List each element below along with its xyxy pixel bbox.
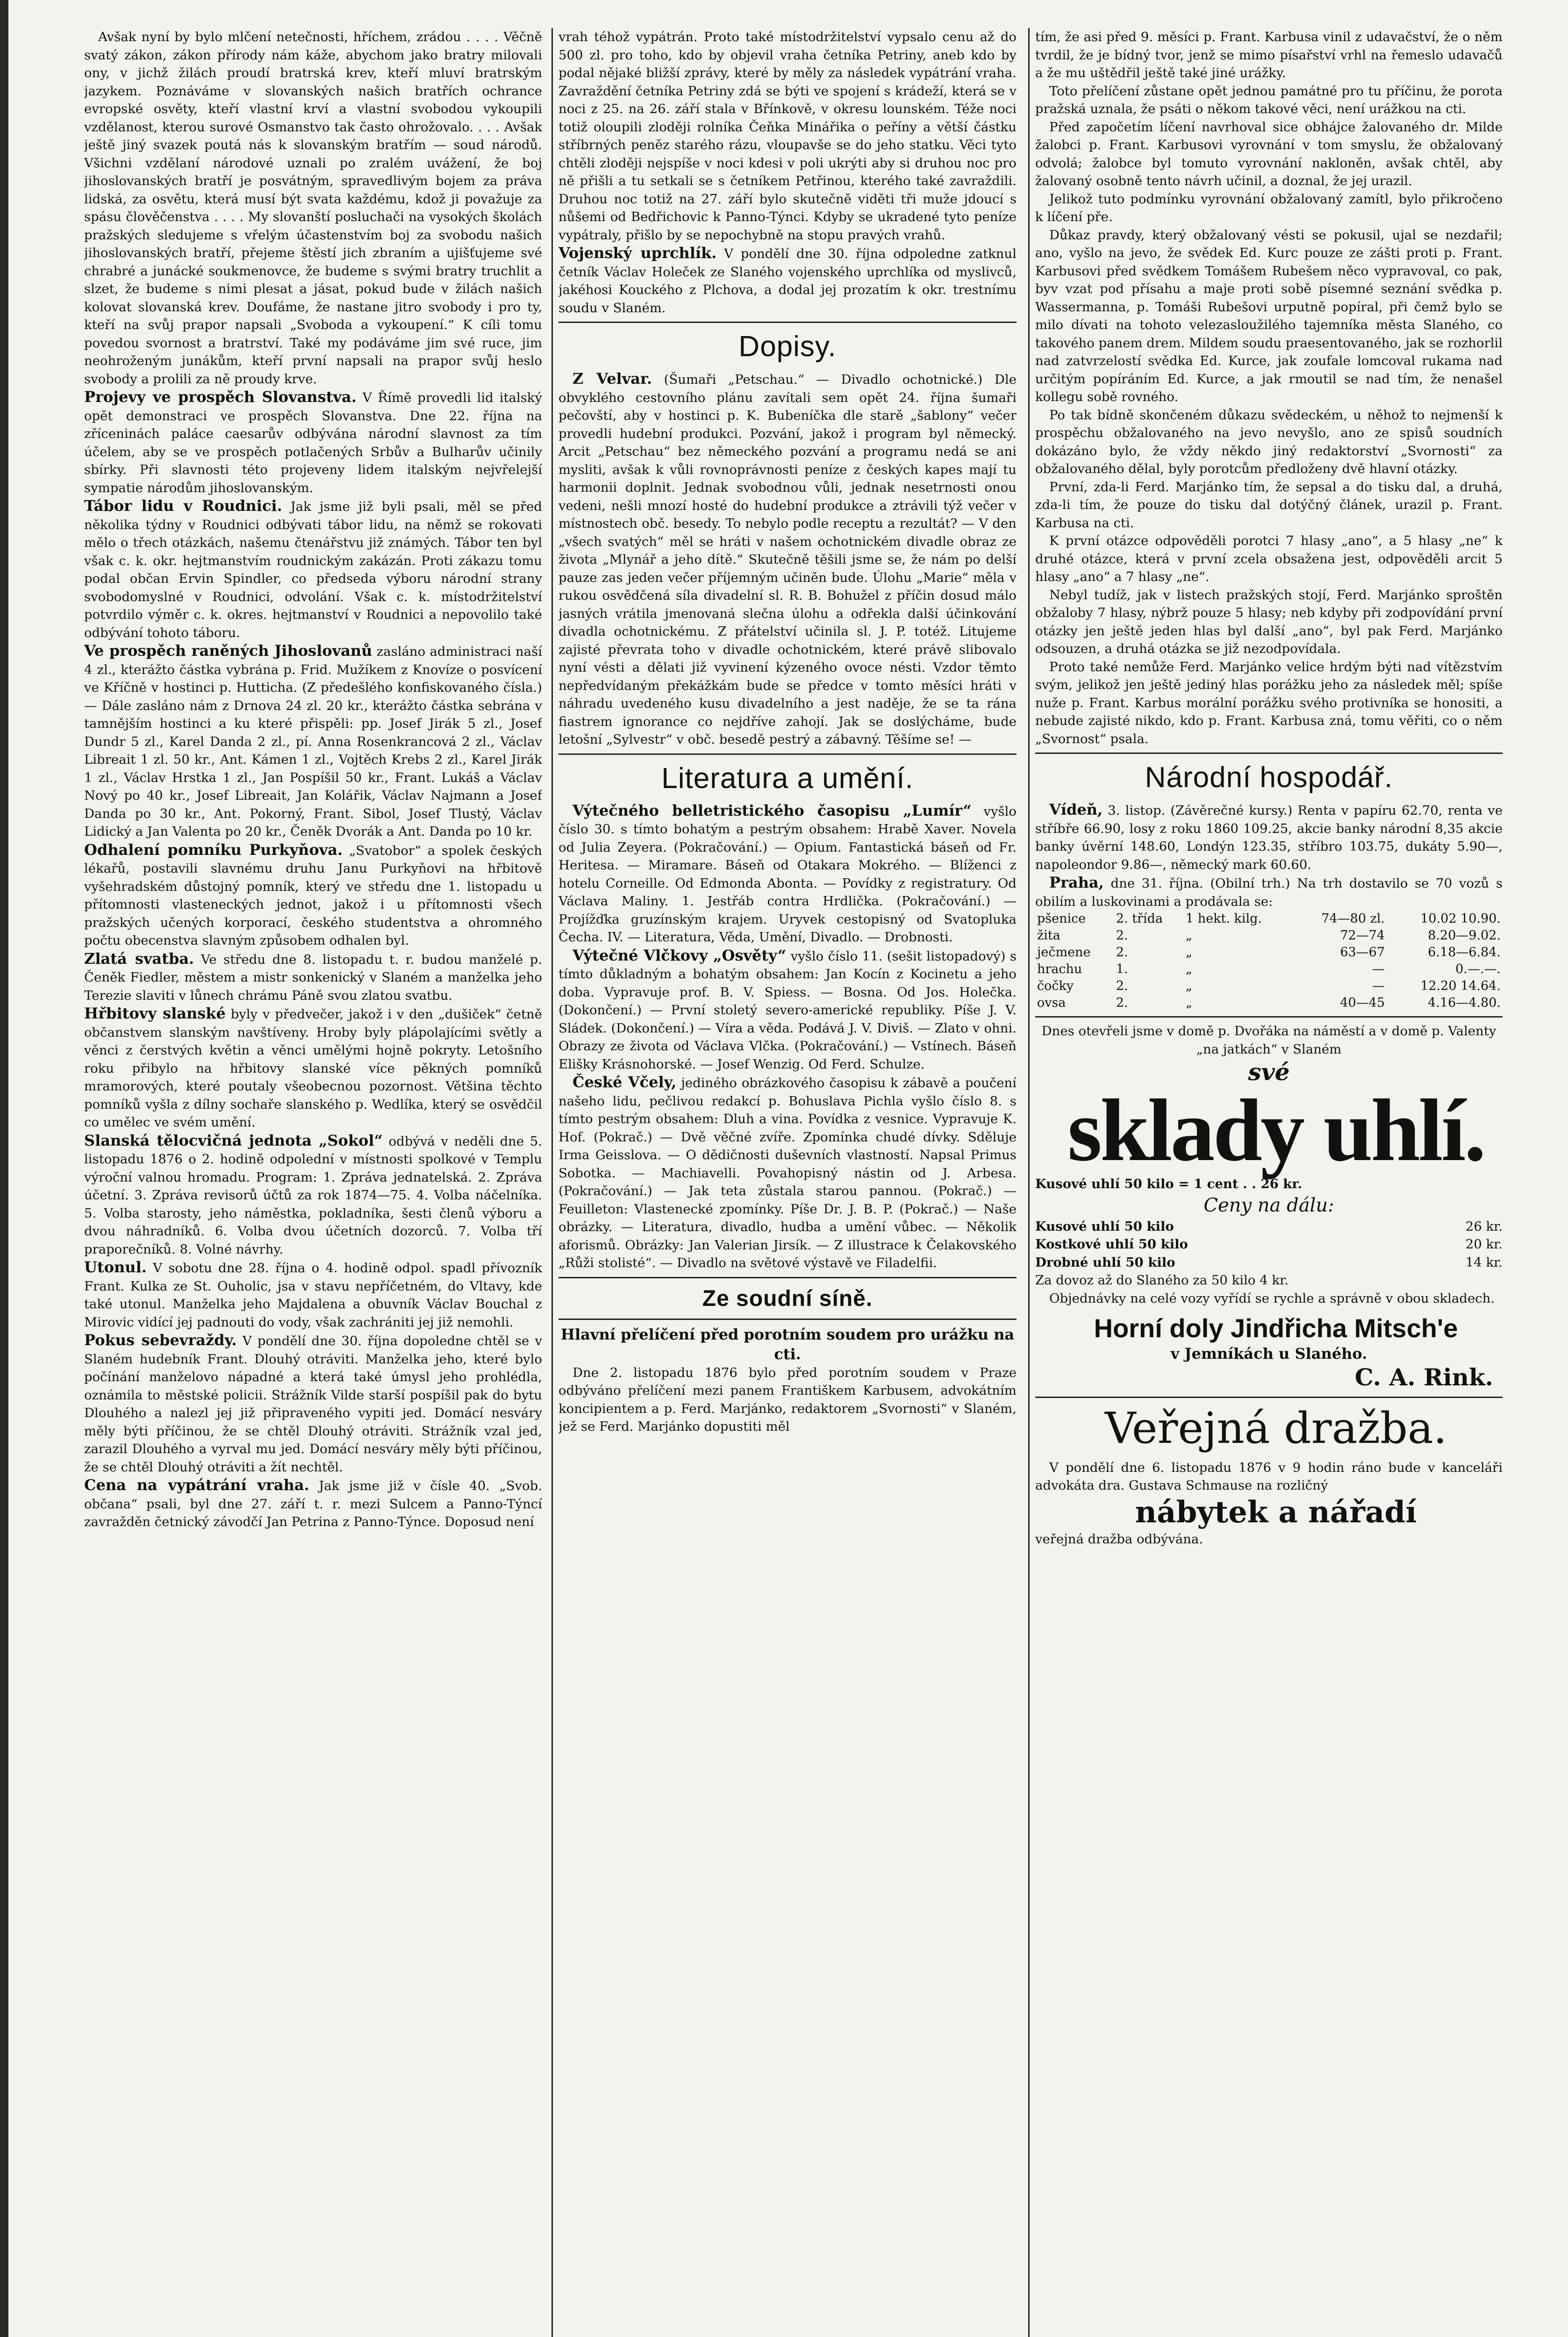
heading-vienna: Vídeň, (1049, 801, 1103, 818)
ad-auction-title: Veřejná dražba. (1105, 1403, 1447, 1453)
coal-price: 14 kr. (1465, 1255, 1503, 1270)
column-2 (558, 28, 1017, 2337)
article-prague-market: dne 31. října. (Obilní trh.) Na trh dostavilo se 70 vozů s obilím a luskovinami a prodávala se: (1035, 876, 1503, 909)
article-osveta: vyšlo číslo 11. (sešit listopadový) s tímto důkladným a bohatým obsahem: Jan Kocín z Kocinetu a jeho doba. Vypravuje prof. B. V. Spiess. — Bosna. Od Jos. Holečka. (Dokončení.) — První stoletý severo-americké republiky. Píše J. V. Sládek. (Dokončení.) — Víra a věda. Podává J. V. Diviš. — Zlato v ohni. Obrazy ze života od Václava Vlčka. (Pokračování.) — Vstínech. Báseň Elišky Krásnohorské. — Josef Wenzig. Od Ferd. Schulze. (558, 948, 1017, 1072)
heading-slavic-projections: Projevy ve prospěch Slovanstva. (84, 388, 357, 406)
trial-para-9: Nebyl tudíž, jak v listech pražských stojí, Ferd. Marjánko sproštěn obžaloby 7 hlasy, nýbrž pouze 5 hlasy; neb kdyby při zodpovídání první otázky jen ještě jeden hlas byl další „ano“, byl pak Ferd. Marjánko odsouzen, a druhá otázka se již nezodpovídala. (1035, 587, 1503, 656)
grain-cell: 2. (1116, 928, 1128, 943)
trial-para-5: Důkaz pravdy, který obžalovaný vésti se pokusil, ujal se nezdařil; ano, vyšlo na jevo, že svědek Ed. Kurc pouze ze zášti proti p. Frant. Karbusovi před svědkem Tomášem Rubešem něco vypravoval, co pak, byv vzat pod přísahu a maje proti sobě písemné seznání svědka p. Wassermanna, p. Tomáši Rubešovi urputně popíral, při čemž bylo se milo dívati na tohoto velezasloužilého tajemníka města Slaného, co takového panem drem. Mildem soudu praesentovaného, jak se rozhorlil nad zatvrzelostí svědka Ed. Kurce, jak zoufale lomcoval rukama nad určitým popíráním Ed. Kurce, a jak rmoutil se nad tím, že nenašel kollegu sobě rovného. (1035, 227, 1503, 404)
divider (558, 1277, 1017, 1278)
divider (1035, 753, 1503, 754)
grain-cell: 4.16—4.80. (1428, 996, 1501, 1010)
coal-price-row (1035, 1218, 1503, 1236)
grain-row (1035, 944, 1503, 961)
heading-osveta: Výtečné Vlčkovy „Osvěty“ (573, 946, 787, 964)
grain-row (1035, 995, 1503, 1011)
grain-row (1035, 927, 1503, 944)
column-1 (84, 28, 542, 2337)
grain-cell: 63—67 (1340, 945, 1385, 960)
article-cemeteries: byly v předvečer, jakož i v den „dušiček“ četně občanstvem slanským navštíveny. Hroby byly plápolajícími světly a věnci z čerstvých květin a věnci umělými hojně pokryty. Letošního roku přibylo na hřbitovy slanské více pěkných pomníků mramorových, které poutaly všeobecnou pozornost. Většina těchto pomníků vyšla z dílny sochaře slanského p. Wedlíka, který se osvědčil co umělec ve svém umění. (84, 1007, 542, 1130)
article-velvary: (Šumaři „Petschau.“ — Divadlo ochotnické.) Dle obvyklého cestovního plánu zavítali sem opět 24. října šumaři pečovští, aby v hostinci p. K. Bubeníčka dle starě „šablony“ večer provedli hudební produkci. Pozvání, jakož i program byl německý. Arcit „Petschau“ bez německého pozvání a programu nedá se ani mysliti, avšak k vůli rovnoprávnosti peníze z českých kapes mají tu harmonii doplnit. Jednak svobodnou vůli, jednak nesetrnosti onou vedeni, nešli mnozí hosté do hudební produkce a ztrávili týž večer v místnostech obč. besedy. To nebylo podle receptu a rezultát? — V den „všech svatých“ měl se hráti v našem ochotnickém divadle obraz ze života „Mlynář a jeho dítě.“ Skutečně těšili jsme se, že nám po delší pauze zas jeden večer příjemným učiněn bude. Úlohu „Marie“ měla v rukou osvědčená síla divadelní sl. R. B. Bohužel z příčin dosud málo jasných vrátila jmenovaná slečna úlohu a odřekla další účinkování divadla ochotnickému. Z přátelství učinila sl. J. P. totéž. Litujeme zajisté převrata toho v divadle ochotnickém, které právě slibovalo nyní vésti a dělati již vyvinení kýzeného ovoce nésti. Vzdor těmto nepředvídaným překážkám bude se předce v tomto měsíci hráti v náhradu uvedeného kusu divadelního a jest naděje, že se ta rána fiastrem ignorance co nejdříve zahojí. Jak se doslýcháme, bude letošní „Sylvestr“ v obč. besedě pestrý a zábavný. Těšíme se! — (558, 372, 1017, 747)
ad-auction-end: veřejná dražba odbývána. (1035, 1531, 1203, 1547)
heading-deserter: Vojenský uprchlík. (558, 244, 717, 262)
grain-row (1035, 961, 1503, 978)
coal-type: Kostkové uhlí 50 kilo (1035, 1237, 1188, 1252)
heading-golden-wedding: Zlatá svatba. (84, 949, 194, 968)
trial-para-8: K první otázce odpověděli porotci 7 hlasy „ano“, a 5 hlasy „ne“ k druhé otázce, která v první zcela obsažena jest, odpověděli arcit 5 hlasy „ano“ a 7 hlasy „ne“. (1035, 533, 1503, 584)
article-trial-cont: tím, že asi před 9. měsíci p. Frant. Karbusa vinil z udavačství, že o něm tvrdil, že je bídný tvor, jenž se mimo písařství vrhl na řemeslo udavačů a že mu uštědřil ještě také jiné urážky. (1035, 29, 1503, 80)
divider (1035, 1016, 1503, 1018)
grain-cell: 12.20 14.64. (1420, 979, 1501, 993)
article-golden-wedding: Ve středu dne 8. listopadu t. r. budou manželé p. Čeněk Fiedler, městem a mistr sonkenický v Slaném a manželka jeho Terezie slaviti v lůnech chrámu Páně svou zlatou svatbu. (84, 952, 542, 1003)
heading-roudnice-camp: Tábor lidu v Roudnici. (84, 497, 282, 515)
article-sokol: odbývá v neděli dne 5. listopadu 1876 o 2. hodině odpolední v místnosti spolkové v Templu výroční valnou hromadu. Program: 1. Zpráva jednatelská. 2. Zpráva účetní. 3. Zpráva revisorů účtů za rok 1874—75. 4. Volba náčelníka. 5. Volba starosty, jeho náměstka, pokladníka, šesti členů výboru a dvou náhradníků. 6. Volba dvou účetních dozorců. 7. Volba tří praporečníků. 8. Volné návrhy. (84, 1133, 542, 1257)
article-donations: zasláno administraci naší 4 zl., kterážto částka vybrána p. Frid. Mužíkem z Knovíze o posvícení ve Kříčně v hostinci p. Hutticha. (Z předešlého konfiskovaného čísla.) — Dále zasláno nám z Drnova 24 zl. 20 kr., kterážto částka sebrána v tamnějším hostinci a ku které přispěli: pp. Josef Jirák 5 zl., Josef Dundr 5 zl., Karel Danda 2 zl., pí. Anna Rosenkrancová 2 zl., Václav Libreait 1 zl. 50 kr., Ant. Kámen 1 zl., Vojtěch Krebs 2 zl., Karel Jirák 1 zl., Václav Hrstka 1 zl., Jan Pospíšil 50 kr., Frant. Lukáš a Václav Nový po 40 kr., Josef Libreait, Jan Kolářik, Václav Najmann a Josef Danda po 30 kr., Ant. Pokorný, Frant. Sibol, Josef Tlustý, Václav Lidický a Jan Valenta po 20 kr., Čeněk Dvorák a Ant. Danda po 10 kr. (84, 644, 542, 839)
article-roudnice: Jak jsme již byli psali, měl se před několika týdny v Roudnici odbývati tábor lidu, na němž se rokovati mělo o třech otázkách, našemu čtenářstvu již známých. Tábor ten byl však c. k. okr. hejtmanstvím roudnickým zakázán. Proti zákazu tomu podal občan Ervin Spindler, co předseda výboru národní strany svobodomyslné v Roudnici, odvolání. Však c. k. místodržitelství potvrdilo výměr c. k. okres. hejtmanství v Roudnici a nepovolilo také odbývání tohoto táboru. (84, 499, 542, 640)
section-literature: Literatura a umění. (661, 762, 914, 795)
article-vienna-rates: 3. listop. (Závěrečné kursy.) Renta v papíru 62.70, renta ve stříbře 66.90, losy z roku 1860 109.25, akcie banky národní 8,35 akcie banky úvěrní 148.60, Londýn 123.35, stříbro 103.75, dukáty 5.90—, napoleondor 9.86—, německý mark 60.60. (1035, 803, 1503, 872)
grain-row (1035, 978, 1503, 995)
grain-cell: „ (1185, 945, 1192, 960)
ad-auction-furniture: nábytek a nářadí (1135, 1494, 1417, 1530)
article-slavic-students: Avšak nyní by bylo mlčení netečnosti, hříchem, zrádou . . . . Věčně svatý zákon, zákon přírody nám káže, abychom jako bratry milovali ony, v jichž žilách proudí bratrská krev, kteří mluví bratrským jazykem. Poznáváme v slovanských našich bratřích ochrance evropské osvěty, kteří vlastní krví a vlastní svobodou vykoupili vzdělanost, kterou surové Osmanstvo tak často ohrožovalo. . . . Avšak ještě jiný svazek poutá nás k slovanským bratřím — soud národů. Všichni vzdělaní národové uznali po zralém uvážení, že boj jihoslovanských bratří je posvátným, spravedlivým bojem za práva lidská, za osvětu, která musí být svata každému, kdož ji považuje za spásu člověčenstva . . . . My slovanští posluchači na vysokých školách pražských sledujeme s vřelým účastenstvím boj za svobodu našich jihoslovanských bratří, přejeme štěstí jich zbraním a ujišťujeme své chrabré a junácké soukmenovce, že budeme s svými bratry truchlit a slzet, že budeme s nimi plesat a jásat, pokud bude v žilách našich kolovat slovanská krev. Doufáme, že nastane jitro svobody i pro ty, kteří na svůj prapor napsali „Svoboda a vykoupení.“ K cíli tomu povedou svornost a bratrství. Také my podáváme jim své ruce, jim neohroženým junákům, kteří první napsali na prapor svůj heslo svobody a prolili za ně proudy krve. (84, 29, 542, 387)
divider (1035, 1397, 1503, 1398)
trial-para-10: Proto také nemůže Ferd. Marjánko velice hrdým býti nad vítězstvím svým, jelikož jen ještě jediný hlas porážku jeho za následek měl; spíše nuže p. Frant. Karbus morální porážku svého protivníka se honositi, a nebude zajisté nikdo, kdo p. Frant. Karbusa zná, tomu věřiti, co o něm „Svornost“ psala. (1035, 659, 1503, 746)
scan-edge (0, 0, 8, 2337)
grain-cell: 1. (1116, 962, 1128, 976)
heading-velvary: Z Velvar. (573, 370, 652, 387)
heading-wounded-south-slavs: Ve prospěch raněných Jihoslovanů (84, 642, 372, 660)
column-rule-1 (551, 28, 553, 2337)
article-trial: Dne 2. listopadu 1876 bylo před porotním soudem v Praze odbýváno přelíčení mezi panem Františkem Karbusem, advokátním koncipientem a p. Ferd. Marjánko, redaktorem „Svornosti“ v Slaném, jež se Ferd. Marjánko dopustiti měl (558, 1365, 1017, 1434)
ad-coal-sve: své (1248, 1058, 1290, 1086)
column-3 (1035, 28, 1503, 2337)
heading-purkyne-monument: Odhalení pomníku Purkyňova. (84, 840, 343, 859)
trial-para-6: Po tak bídně skončeném důkazu svědeckém, u něhož to nejmenší k prospěchu obžalovaného na jevo nevyšlo, ano ze spisů soudních dokázáno bylo, že vždy někdo jiný redaktorství „Svornosti“ za obžalovaného dělal, byly porotcům předloženy dvě hlavní otázky. (1035, 407, 1503, 476)
grain-cell: čočky (1037, 979, 1074, 993)
heading-cemeteries: Hřbitovy slanské (84, 1004, 226, 1022)
coal-type: Kusové uhlí 50 kilo (1035, 1219, 1174, 1234)
coal-price-row (1035, 1254, 1503, 1272)
grain-cell: 6.18—6.84. (1428, 945, 1501, 960)
article-lumir: vyšlo číslo 30. s tímto bohatým a pestrým obsahem: Hrabě Xaver. Novela od Julia Zeyera. (Pokračování.) — Opium. Fantastická báseň od Fr. Heritesa. — Miramare. Báseň od Otakara Mokrého. — Blíženci z hotelu Corneille. Od Edmonda Abonta. — Povídky z registratury. Od Václava Maliny. 1. Jestřáb contra Hrdlička. (Pokračování.) — Projížďka gruzínským krajem. Uryvek cestopisný od Svatopluka Čecha. IV. — Literatura, Věda, Umění, Divadlo. — Drobnosti. (558, 803, 1017, 945)
trial-para-7: První, zda-li Ferd. Marjánko tím, že sepsal a do tisku dal, a druhá, zda-li tím, že pouze do tisku dal dotýčný článek, urazil p. Frant. Karbusa na cti. (1035, 479, 1503, 530)
grain-cell: ječmene (1037, 945, 1091, 960)
ad-mine-name: Horní doly Jindřicha Mitsch'e (1094, 1313, 1458, 1343)
ad-mine-location: v Jemníkách u Slaného. (1170, 1345, 1368, 1362)
coal-price: 26 kr. (1465, 1219, 1503, 1234)
grain-cell: 2. třída (1116, 911, 1163, 926)
article-drowned: V sobotu dne 28. října o 4. hodině odpol. spadl přívozník Frant. Kulka ze St. Ouholic, jsa v stavu nepříčetném, do Vltavy, kde také utonul. Manželka jeho Majdalena a obuvník Václav Bouchal z Mirovic vidící jej padnouti do vody, však zachrániti jej již nemohli. (84, 1261, 542, 1330)
grain-cell: 0.—.—. (1455, 962, 1501, 976)
grain-cell: 2. (1116, 945, 1128, 960)
divider (558, 322, 1017, 323)
heading-ceske-vcely: České Včely, (573, 1073, 677, 1091)
grain-cell: „ (1185, 979, 1192, 993)
grain-cell: ovsa (1037, 996, 1066, 1010)
column-rule-2 (1028, 28, 1030, 2337)
heading-prague: Praha, (1049, 874, 1104, 891)
grain-cell: 72—74 (1340, 928, 1385, 943)
grain-cell: pšenice (1037, 911, 1086, 926)
grain-cell: „ (1185, 928, 1192, 943)
article-ceske-vcely: jediného obrázkového časopisu k zábavě a poučení našeho lidu, pečlivou redakcí p. Bohuslava Pichla vyšlo číslo 8. s tímto pestrým obsahem: Dluh a vina. Povídka z vesnice. Vypravuje K. Hof. (Pokrač.) — Dvě věčné zvíře. Zpomínka chudé dívky. Sděluje Irma Geisslova. — O dědičnosti duševních vlastností. Napsal Primus Sobotka. — Machiavelli. Povahopisný nástin od J. Arbesa. (Pokračování.) — Jak teta zůstala starou pannou. (Pokrač.) — Feuilleton: Vlastenecké zpomínky. Píše Dr. J. B. P. (Pokrač.) — Naše obrázky. — Literatura, divadlo, hudba a umění vůbec. — Několik aforismů. Obrázky: Jan Valerian Jirsík. — Z illustrace k Čelakovského „Růži stolisté“. — Divadlo na světové výstavě ve Filadelfii. (558, 1075, 1017, 1270)
grain-cell: 10.02 10.90. (1420, 911, 1501, 926)
ad-coal-intro: Dnes otevřeli jsme v domě p. Dvořáka na náměstí a v domě p. Valenty „na jatkách“ v Slaném (1041, 1024, 1496, 1057)
trial-para-4: Jelikož tuto podmínku vyrovnání obžalovaný zamítl, bylo přikročeno k líčení pře. (1035, 191, 1503, 224)
article-reward: Jak jsme již v čísle 40. „Svob. občana“ psali, byl dne 27. září t. r. mezi Sulcem a Panno-Týncí zavražděn četnický závodčí Jan Petrina z Panno-Týnce. Doposud není (84, 1478, 542, 1529)
section-court: Ze soudní síně. (702, 1286, 873, 1311)
divider (558, 753, 1017, 755)
grain-cell: 40—45 (1340, 996, 1385, 1010)
grain-price-table (1035, 910, 1503, 1011)
article-deserter: V pondělí dne 30. října odpoledne zatknul četník Václav Holeček ze Slaného vojenského uprchlíka od myslivců, jakéhosi Kouckého z Plchova, a dodal jej prozatím k okr. trestnímu soudu v Slaném. (558, 246, 1017, 315)
section-economy: Národní hospodář. (1145, 761, 1393, 794)
grain-row (1035, 910, 1503, 927)
grain-cell: — (1372, 979, 1385, 993)
ad-coal-delivery: Za dovoz až do Slaného za 50 kilo 4 kr. (1035, 1273, 1289, 1288)
heading-reward: Cena na vypátrání vraha. (84, 1476, 309, 1494)
article-reward-cont: vrah téhož vypátrán. Proto také místodržitelství vypsalo cenu až do 500 zl. pro toho, kdo by objevil vraha četníka Petriny, aneb kdo by podal nějaké bližší zprávy, které by měly za následek vypátrání vraha. Zavraždění četníka Petriny zdá se býti ve spojení s krádeží, která se v noci z 25. na 26. září stala v Břínkově, v okresu lounském. Téže noci totiž oloupili zloději rolníka Čeňka Minářika o peříny a větší částku stříbrných peněz starého rázu, vloupavše se do jeho statku. Věci tyto chtěli zloději nejspíše v noci kdesi v poli ukrýti aby si druhou noc pro ně přišli a tu setkali se s četníkem Petřinou, kterého také zavraždili. Druhou noc totiž na 27. září bylo skutečně viděti tři muže jdoucí s nůšemi od Bedřichovic k Panno-Týnci. Kdyby se ukradené tyto peníze vypátraly, přišlo by se nepochybně na stopu pravých vrahů. (558, 29, 1017, 243)
ad-coal-orders: Objednávky na celé vozy vyřídí se rychle a správně v obou skladech. (1049, 1290, 1495, 1306)
coal-price-list (1035, 1218, 1503, 1272)
grain-cell: „ (1185, 996, 1192, 1010)
grain-cell: „ (1185, 962, 1192, 976)
article-rome-demo: V Římě provedli lid italský opět demonstraci ve prospěch Slovanstva. Dne 22. října na zříceninách paláce caesarův odbývána národní slavnost za tím účelem, aby se ve prospěch potlačených Srbův a Bulharův učinily sbírky. Při slavnosti této projeveny lidem italským nejvřelejší sympatie národům jihoslovanským. (84, 390, 542, 495)
ad-coal-title: sklady uhlí. (1067, 1082, 1484, 1180)
heading-sokol: Slanská tělocvičná jednota „Sokol“ (84, 1131, 383, 1149)
heading-lumir: Výtečného belletristického časopisu „Lumír“ (573, 801, 972, 819)
grain-cell: hrachu (1037, 962, 1082, 976)
grain-cell: 74—80 zl. (1321, 911, 1385, 926)
grain-cell: 2. (1116, 979, 1128, 993)
grain-cell: — (1372, 962, 1385, 976)
trial-para-3: Před započetím líčení navrhoval sice obhájce žalovaného dr. Milde žalobci p. Frant. Karbusovi vyrovnání v tom smyslu, že obžalovaný odvolá; žalobce byl tomuto vyrovnání nakloněn, avšak chtěl, aby žalovaný osobně tento návrh učinil, a doznal, že jej urazil. (1035, 119, 1503, 188)
grain-cell: 1 hekt. kilg. (1185, 911, 1262, 926)
article-purkyne: „Svatobor“ a spolek českých lékařů, postavili slavnému druhu Janu Purkyňovi na hřbitově vyšehradském důstojný pomník, který ve středu dne 1. listopadu u přítomnosti vlasteneckých jednot, jakož i u přítomnosti všech pražských učených korporací, českého studentstva a ohromného počtu obecenstva slavným způsobem odhalen byl. (84, 843, 542, 948)
ad-coal-delivery-heading: Ceny na dálu: (1203, 1194, 1334, 1216)
ad-coal-unit-price: Kusové uhlí 50 kilo = 1 cent . . 26 kr. (1035, 1176, 1302, 1191)
heading-trial: Hlavní přelíčení před porotním soudem pro urážku na cti. (560, 1325, 1015, 1363)
coal-price: 20 kr. (1465, 1237, 1503, 1252)
grain-cell: 2. (1116, 996, 1128, 1010)
ad-signature: C. A. Rink. (1354, 1363, 1493, 1391)
grain-cell: 8.20—9.02. (1428, 928, 1501, 943)
heading-drowned: Utonul. (84, 1258, 147, 1276)
ad-auction-text: V pondělí dne 6. listopadu 1876 v 9 hodin ráno bude v kanceláři advokáta dra. Gustava Schmause na rozličný (1035, 1460, 1503, 1493)
coal-type: Drobné uhlí 50 kilo (1035, 1255, 1175, 1270)
trial-para-2: Toto přelíčení zůstane opět jednou památné pro tu příčinu, že porota pražská uznala, že psáti o někom takové věci, není urážkou na cti. (1035, 83, 1503, 116)
divider (558, 1319, 1017, 1320)
section-letters: Dopisy. (738, 330, 837, 363)
grain-cell: žita (1037, 928, 1060, 943)
coal-price-row (1035, 1235, 1503, 1254)
article-suicide: V pondělí dne 30. října dopoledne chtěl se v Slaném hudebník Frant. Dlouhý otráviti. Manželka jeho, které bylo počínání manželovo nápadné a která také úmysl jeho prohlédla, oznámila to městské policii. Strážník Vilde starší pospíšil pak do bytu Dlouhého a nalezl jej již připraveného vypiti jed. Domácí nesváry měly býti příčinou, že se chtěl Dlouhý otráviti. Strážník vzal jed, zarazil Dlouhého a vyrval mu jed. Domácí nesváry měly býti příčinou, že se chtěl Dlouhý otráviti a žít nechtěl. (84, 1333, 542, 1475)
heading-suicide-attempt: Pokus sebevraždy. (84, 1331, 237, 1349)
